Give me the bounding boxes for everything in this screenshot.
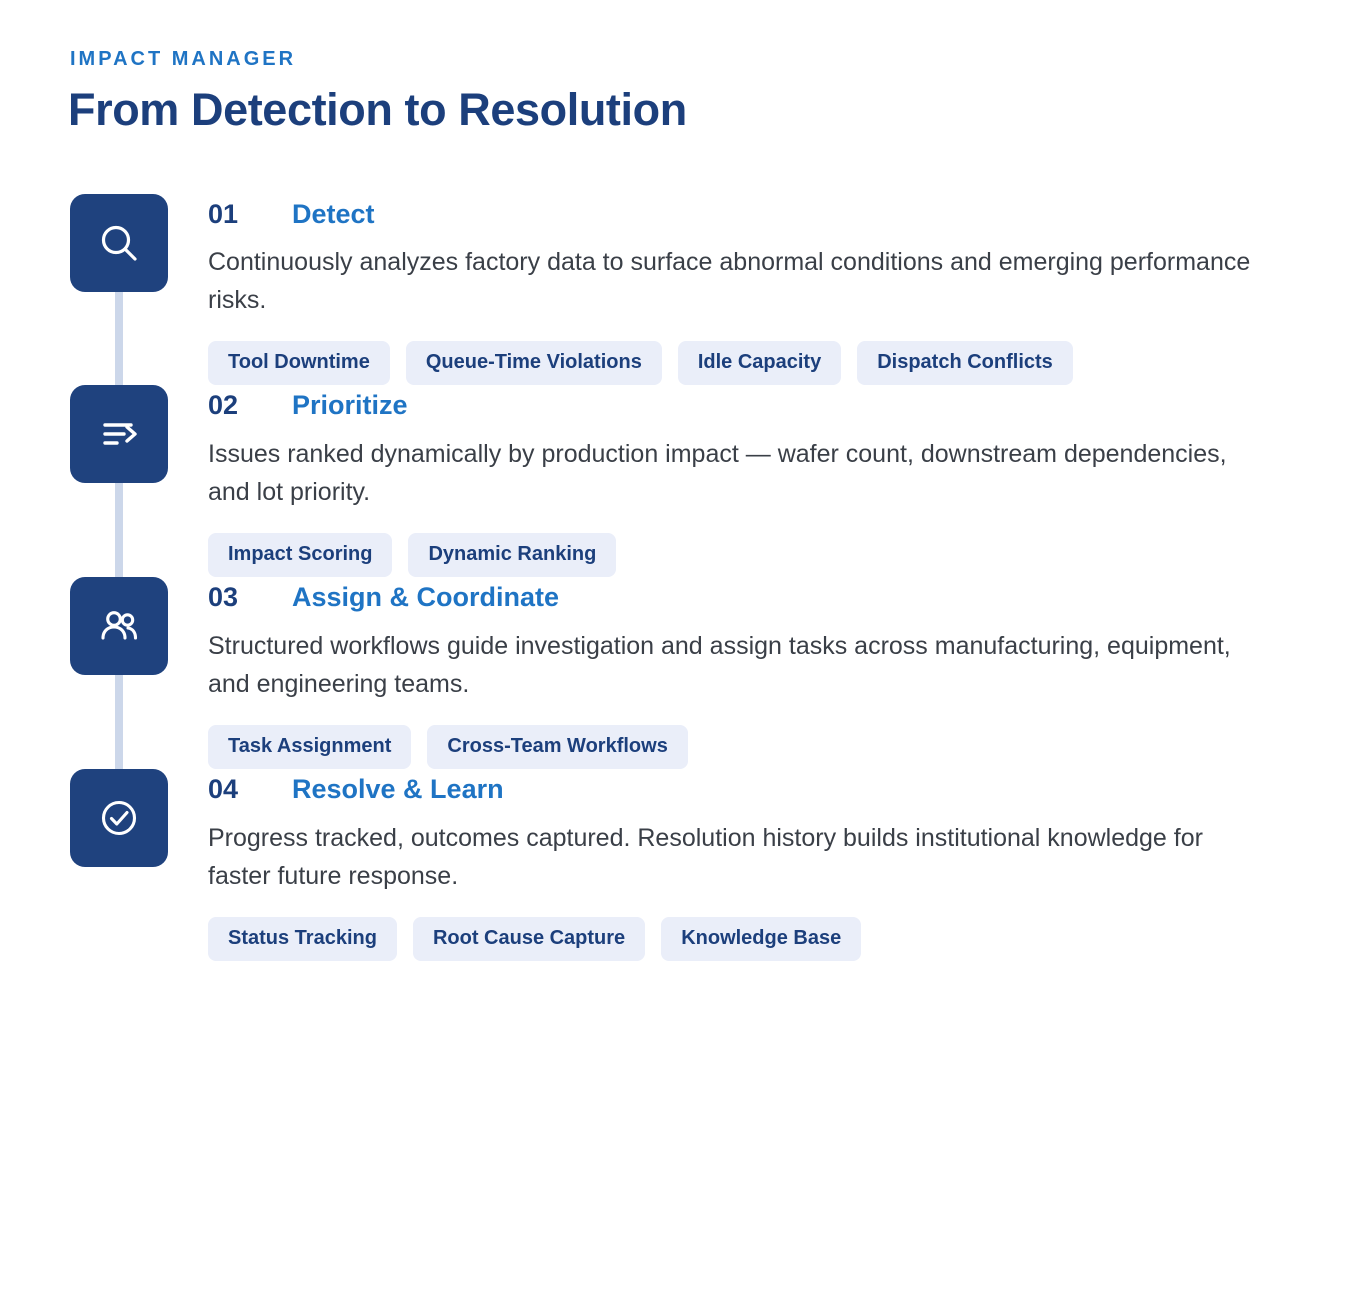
step-tag-list <box>208 917 1267 961</box>
step-icon-column <box>68 385 208 483</box>
tag-chip[interactable]: Dynamic Ranking <box>408 533 616 577</box>
step-heading <box>208 200 1267 230</box>
users-icon <box>95 602 143 650</box>
step-description: Issues ranked dynamically by production impact — wafer count, downstream dependencies, and lot priority. <box>208 440 1227 507</box>
tag-chip[interactable]: Impact Scoring <box>208 533 392 577</box>
tag-chip[interactable]: Status Tracking <box>208 917 397 961</box>
process-timeline <box>68 194 1297 961</box>
step-heading <box>208 583 1267 613</box>
page-title: From Detection to Resolution <box>68 84 687 135</box>
step-title: Detect <box>292 198 375 229</box>
step-icon-tile <box>70 769 168 867</box>
step-icon-column <box>68 194 208 292</box>
step-description: Progress tracked, outcomes captured. Resolution history builds institutional knowledge for faster future response. <box>208 823 1203 890</box>
step-tag-list <box>208 533 1267 577</box>
timeline-step-prioritize <box>68 385 1297 577</box>
step-title: Prioritize <box>292 390 408 421</box>
step-icon-tile <box>70 194 168 292</box>
step-heading <box>208 775 1267 805</box>
step-heading <box>208 391 1267 421</box>
step-number: 01 <box>208 198 239 229</box>
eyebrow-label: IMPACT MANAGER <box>70 48 297 70</box>
tag-chip[interactable]: Tool Downtime <box>208 341 390 385</box>
tag-chip[interactable]: Task Assignment <box>208 725 411 769</box>
timeline-step-detect <box>68 194 1297 386</box>
step-tag-list <box>208 341 1267 385</box>
timeline-step-resolve-learn <box>68 769 1297 961</box>
step-body <box>208 194 1297 386</box>
check-circle-icon <box>95 794 143 842</box>
step-body <box>208 769 1297 961</box>
tag-chip[interactable]: Cross-Team Workflows <box>427 725 687 769</box>
step-tag-list <box>208 725 1267 769</box>
tag-chip[interactable]: Dispatch Conflicts <box>857 341 1073 385</box>
step-icon-tile <box>70 577 168 675</box>
step-title: Assign & Coordinate <box>292 582 560 613</box>
step-number: 02 <box>208 390 239 421</box>
step-title: Resolve & Learn <box>292 773 504 804</box>
tag-chip[interactable]: Knowledge Base <box>661 917 861 961</box>
tag-chip[interactable]: Root Cause Capture <box>413 917 645 961</box>
tag-chip[interactable]: Queue-Time Violations <box>406 341 662 385</box>
step-body <box>208 385 1297 577</box>
step-body <box>208 577 1297 769</box>
step-icon-tile <box>70 385 168 483</box>
step-icon-column <box>68 577 208 675</box>
step-icon-column <box>68 769 208 867</box>
step-description: Structured workflows guide investigation and assign tasks across manufacturing, equipment, and engineering teams. <box>208 631 1231 698</box>
search-icon <box>95 219 143 267</box>
tag-chip[interactable]: Idle Capacity <box>678 341 841 385</box>
timeline-step-assign-coordinate <box>68 577 1297 769</box>
step-number: 04 <box>208 773 239 804</box>
step-description: Continuously analyzes factory data to surface abnormal conditions and emerging performance risks. <box>208 248 1251 315</box>
step-number: 03 <box>208 582 239 613</box>
sort-arrow-icon <box>95 410 143 458</box>
